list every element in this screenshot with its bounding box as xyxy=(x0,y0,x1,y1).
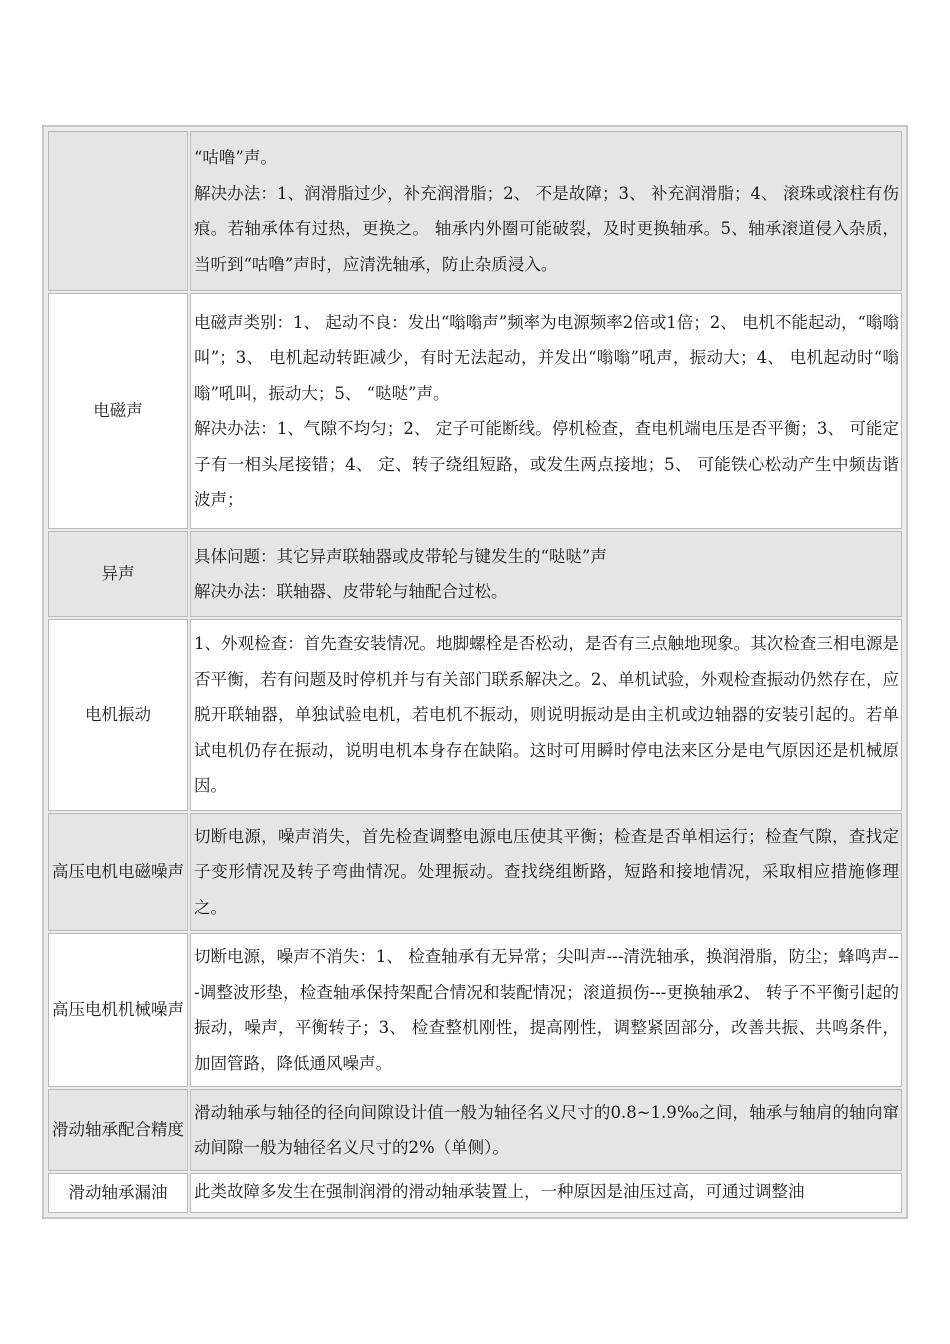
row-content xyxy=(190,131,902,291)
content-paragraph: 电磁声类别：1、 起动不良：发出“嗡嗡声”频率为电源频率2倍或1倍；2、 电机不能起动，“嗡嗡叫”；3、 电机起动转距减少，有时无法起动，并发出“嗡嗡”吼声，振动大；4、 电机起动时“嗡嗡”吼叫，振动大；5、 “哒哒”声。 xyxy=(194,312,899,403)
content-paragraph: 此类故障多发生在强制润滑的滑动轴承装置上，一种原因是油压过高，可通过调整油 xyxy=(194,1182,805,1201)
content-paragraph: 1、外观检查：首先查安装情况。地脚螺栓是否松动，是否有三点触地现象。其次检查三相电源是否平衡，若有问题及时停机并与有关部门联系解决之。2、单机试验，外观检查振动仍然存在，应脱开联轴器，单独试验电机，若电机不振动，则说明振动是由主机或边轴器的安装引起的。若单试电机仍存在振动，说明电机本身存在缺陷。这时可用瞬时停电法来区分是电气原因还是机械原因。 xyxy=(194,634,899,796)
table-row xyxy=(48,531,902,617)
table-row xyxy=(48,619,902,811)
row-content xyxy=(190,933,902,1087)
row-label: 异声 xyxy=(48,531,188,617)
row-content xyxy=(190,293,902,529)
content-paragraph: 切断电源，噪声消失，首先检查调整电源电压使其平衡；检查是否单相运行；检查气隙，查找定子变形情况及转子弯曲情况。处理振动。查找绕组断路，短路和接地情况，采取相应措施修理之。 xyxy=(194,826,899,917)
table-row xyxy=(48,1089,902,1171)
fault-table-frame xyxy=(42,125,908,1219)
row-label: 电机振动 xyxy=(48,619,188,811)
content-paragraph: “咕噜”声。 xyxy=(194,148,277,167)
content-paragraph: 解决办法：1、气隙不均匀；2、 定子可能断线。停机检查，查电机端电压是否平衡；3、 可能定子有一相头尾接错；4、 定、转子绕组短路，或发生两点接地；5、 可能铁心松动产生中频齿谐波声； xyxy=(194,419,899,509)
row-label: 高压电机机械噪声 xyxy=(48,933,188,1087)
row-content xyxy=(190,813,902,931)
table-row xyxy=(48,813,902,931)
row-label xyxy=(48,131,188,291)
row-content xyxy=(190,531,902,617)
content-paragraph: 解决办法：联轴器、皮带轮与轴配合过松。 xyxy=(194,582,508,601)
table-row xyxy=(48,293,902,529)
table-row xyxy=(48,933,902,1087)
content-paragraph: 滑动轴承与轴径的径向间隙设计值一般为轴径名义尺寸的0.8~1.9‰之间，轴承与轴肩的轴向窜动间隙一般为轴径名义尺寸的2%（单侧）。 xyxy=(194,1102,899,1157)
content-paragraph: 解决办法：1、润滑脂过少，补充润滑脂；2、 不是故障；3、 补充润滑脂；4、 滚珠或滚柱有伤痕。若轴承体有过热，更换之。 轴承内外圈可能破裂，及时更换轴承。5、轴承滚道侵入杂质，当听到“咕噜”声时，应清洗轴承，防止杂质浸入。 xyxy=(194,183,899,274)
row-label: 电磁声 xyxy=(48,293,188,529)
content-paragraph: 具体问题：其它异声联轴器或皮带轮与键发生的“哒哒”声 xyxy=(194,546,607,566)
fault-table xyxy=(46,129,904,1215)
row-label: 滑动轴承配合精度 xyxy=(48,1089,188,1171)
content-paragraph: 切断电源，噪声不消失：1、 检查轴承有无异常；尖叫声---清洗轴承，换润滑脂，防尘；蜂鸣声---调整波形垫，检查轴承保持架配合情况和装配情况；滚道损伤---更换轴承2、 转子不平衡引起的振动，噪声，平衡转子；3、 检查整机刚性，提高刚性，调整紧固部分，改善共振、共鸣条件，加固管路，降低通风噪声。 xyxy=(194,947,899,1073)
row-content xyxy=(190,1089,902,1171)
row-label: 滑动轴承漏油 xyxy=(48,1173,188,1213)
row-label: 高压电机电磁噪声 xyxy=(48,813,188,931)
row-content xyxy=(190,1173,902,1213)
table-row xyxy=(48,1173,902,1213)
table-row xyxy=(48,131,902,291)
row-content xyxy=(190,619,902,811)
